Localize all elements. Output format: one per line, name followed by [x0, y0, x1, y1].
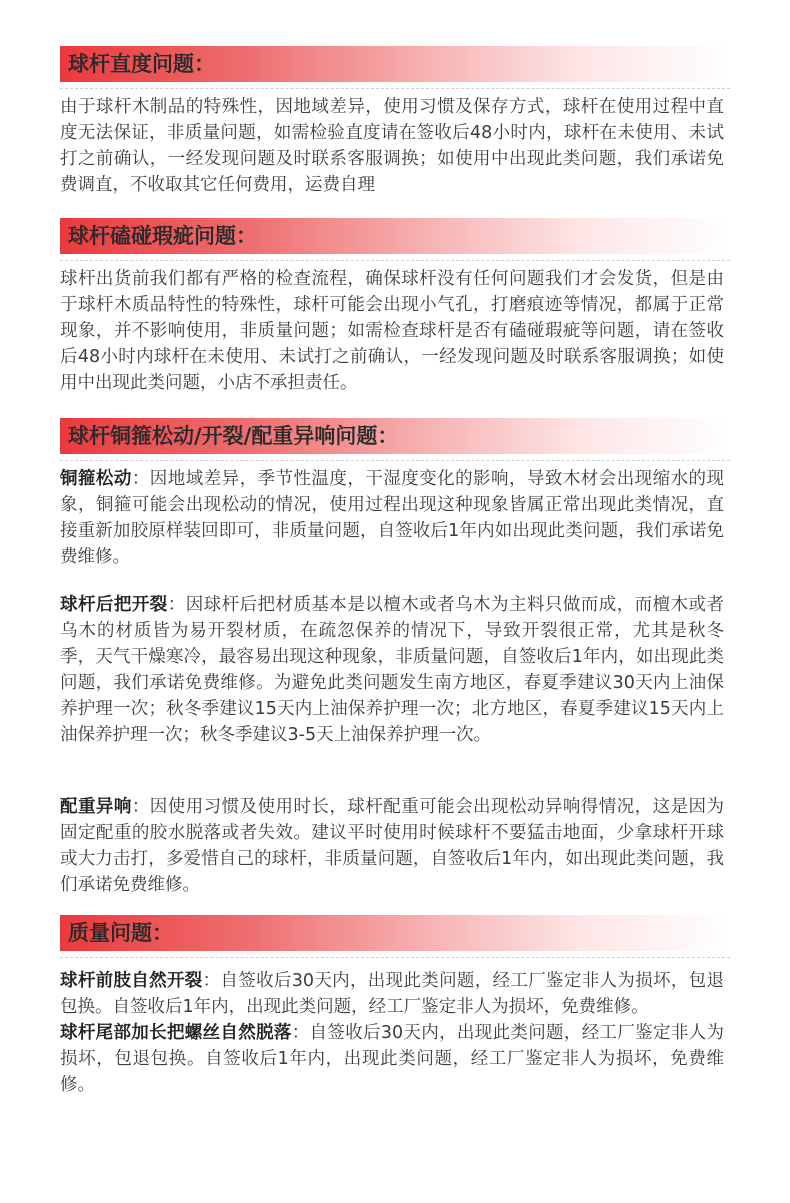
paragraph	[60, 794, 724, 898]
paragraph-text: ：因使用习惯及使用时长，球杆配重可能会出现松动异响得情况，这是因为固定配重的胶水脱落或者失效。建议平时使用时候球杆不要猛击地面，少拿球杆开球或大力击打，多爱惜自己的球杆，非质量问题，自签收后1年内，如出现此类问题，我们承诺免费维修。	[60, 797, 725, 895]
dashed-divider	[60, 460, 730, 461]
paragraph	[60, 266, 724, 396]
section-body	[60, 794, 724, 898]
paragraph	[60, 466, 724, 570]
dashed-divider	[60, 260, 730, 261]
paragraph	[60, 592, 724, 748]
dashed-divider	[60, 88, 730, 89]
paragraph-text: ：因球杆后把材质基本是以檀木或者乌木为主料只做而成，而檀木或者乌木的材质皆为易开裂材质，在疏忽保养的情况下，导致开裂很正常，尤其是秋冬季，天气干燥寒冷，最容易出现这种现象，非质量问题，自签收后1年内，如出现此类问题，我们承诺免费维修。为避免此类问题发生南方地区，春夏季建议30天内上油保养护理一次；秋冬季建议15天内上油保养护理一次；北方地区，春夏季建议15天内上油保养护理一次；秋冬季建议3-5天上油保养护理一次。	[60, 595, 724, 745]
paragraph	[60, 968, 724, 1020]
paragraph-label: 球杆尾部加长把螺丝自然脱落	[60, 1023, 292, 1043]
paragraph-label: 球杆前肢自然开裂	[60, 971, 203, 991]
section-title: 球杆铜箍松动/开裂/配重异响问题：	[68, 424, 399, 448]
paragraph-label: 配重异响	[60, 797, 132, 817]
section-title: 球杆磕碰瑕疵问题：	[68, 224, 257, 248]
section-header	[60, 915, 730, 951]
section-body	[60, 94, 724, 198]
section-title: 球杆直度问题：	[68, 52, 215, 76]
paragraph	[60, 1020, 724, 1098]
section-body	[60, 266, 724, 396]
section-header	[60, 46, 730, 82]
section-header	[60, 418, 730, 454]
paragraph-text: ：因地域差异，季节性温度，干湿度变化的影响，导致木材会出现缩水的现象，铜箍可能会出现松动的情况，使用过程出现这种现象皆属正常出现此类情况，直接重新加胶原样装回即可，非质量问题，自签收后1年内如出现此类问题，我们承诺免费维修。	[60, 469, 725, 567]
section-body	[60, 592, 724, 748]
dashed-divider	[60, 957, 730, 958]
paragraph-text: ：自签收后30天内，出现此类问题，经工厂鉴定非人为损坏，包退包换。自签收后1年内，出现此类问题，经工厂鉴定非人为损坏，免费维修。	[60, 1023, 724, 1095]
paragraph-text: 球杆出货前我们都有严格的检查流程，确保球杆没有任何问题我们才会发货，但是由于球杆木质品特性的特殊性，球杆可能会出现小气孔，打磨痕迹等情况，都属于正常现象，并不影响使用，非质量问题；如需检查球杆是否有磕碰瑕疵等问题，请在签收后48小时内球杆在未使用、未试打之前确认，一经发现问题及时联系客服调换；如使用中出现此类问题，小店不承担责任。	[60, 269, 724, 393]
paragraph-text: ：自签收后30天内，出现此类问题，经工厂鉴定非人为损坏，包退包换。自签收后1年内，出现此类问题，经工厂鉴定非人为损坏，免费维修。	[60, 971, 724, 1017]
section-header	[60, 218, 730, 254]
paragraph-label: 球杆后把开裂	[60, 595, 168, 615]
section-body	[60, 466, 724, 570]
paragraph-text: 由于球杆木制品的特殊性，因地域差异，使用习惯及保存方式，球杆在使用过程中直度无法保证，非质量问题，如需检验直度请在签收后48小时内，球杆在未使用、未试打之前确认，一经发现问题及时联系客服调换；如使用中出现此类问题，我们承诺免费调直，不收取其它任何费用，运费自理	[60, 97, 724, 195]
paragraph-label: 铜箍松动	[60, 469, 132, 489]
section-body	[60, 968, 724, 1098]
paragraph	[60, 94, 724, 198]
section-title: 质量问题：	[68, 921, 173, 945]
